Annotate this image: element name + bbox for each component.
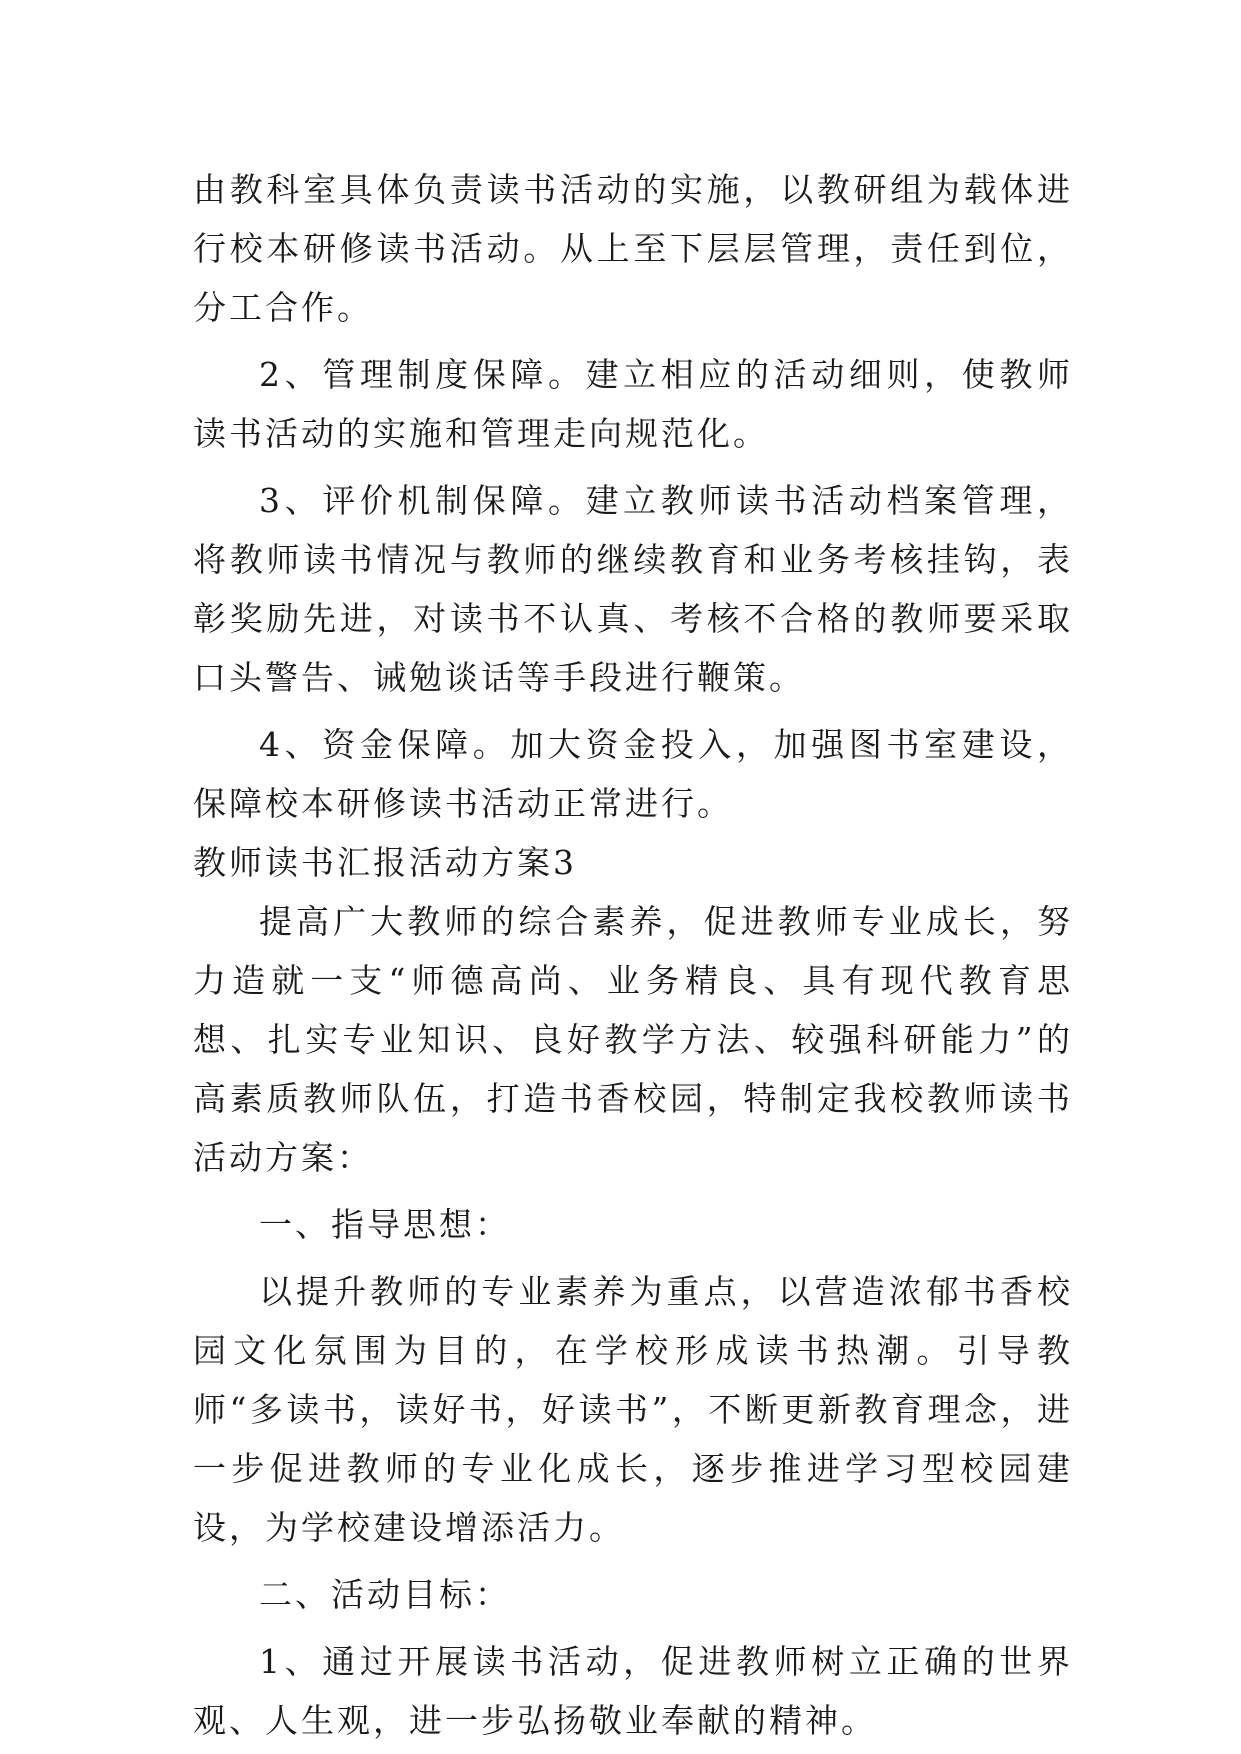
paragraph-introduction: 提高广大教师的综合素养，促进教师专业成长，努力造就一支“师德高尚、业务精良、具有现代教育思想、扎实专业知识、良好教学方法、较强科研能力”的高素质教师队伍，打造书香校园，特制定我校教师读书活动方案： bbox=[193, 902, 1073, 1177]
document-body bbox=[193, 160, 1073, 1750]
paragraph-goal-1: 1、通过开展读书活动，促进教师树立正确的世界观、人生观，进一步弘扬敬业奉献的精神。 bbox=[193, 1642, 1073, 1740]
paragraph-funding: 4、资金保障。加大资金投入，加强图书室建设，保障校本研修读书活动正常进行。 bbox=[193, 725, 1073, 823]
paragraph-guiding-ideology: 以提升教师的专业素养为重点，以营造浓郁书香校园文化氛围为目的，在学校形成读书热潮。引导教师“多读书，读好书，好读书”，不断更新教育理念，进一步促进教师的专业化成长，逐步推进学习型校园建设，为学校建设增添活力。 bbox=[193, 1272, 1073, 1547]
heading-guiding-ideology: 一、指导思想： bbox=[259, 1205, 511, 1244]
paragraph-evaluation-mechanism: 3、评价机制保障。建立教师读书活动档案管理，将教师读书情况与教师的继续教育和业务考核挂钩，表彰奖励先进，对读书不认真、考核不合格的教师要采取口头警告、诫勉谈话等手段进行鞭策。 bbox=[193, 481, 1073, 697]
heading-activity-goals: 二、活动目标： bbox=[259, 1575, 511, 1614]
paragraph-management-system: 2、管理制度保障。建立相应的活动细则，使教师读书活动的实施和管理走向规范化。 bbox=[193, 355, 1073, 453]
paragraph-organization: 由教科室具体负责读书活动的实施，以教研组为载体进行校本研修读书活动。从上至下层层管理，责任到位，分工合作。 bbox=[193, 170, 1073, 327]
section-heading: 教师读书汇报活动方案3 bbox=[193, 843, 577, 882]
